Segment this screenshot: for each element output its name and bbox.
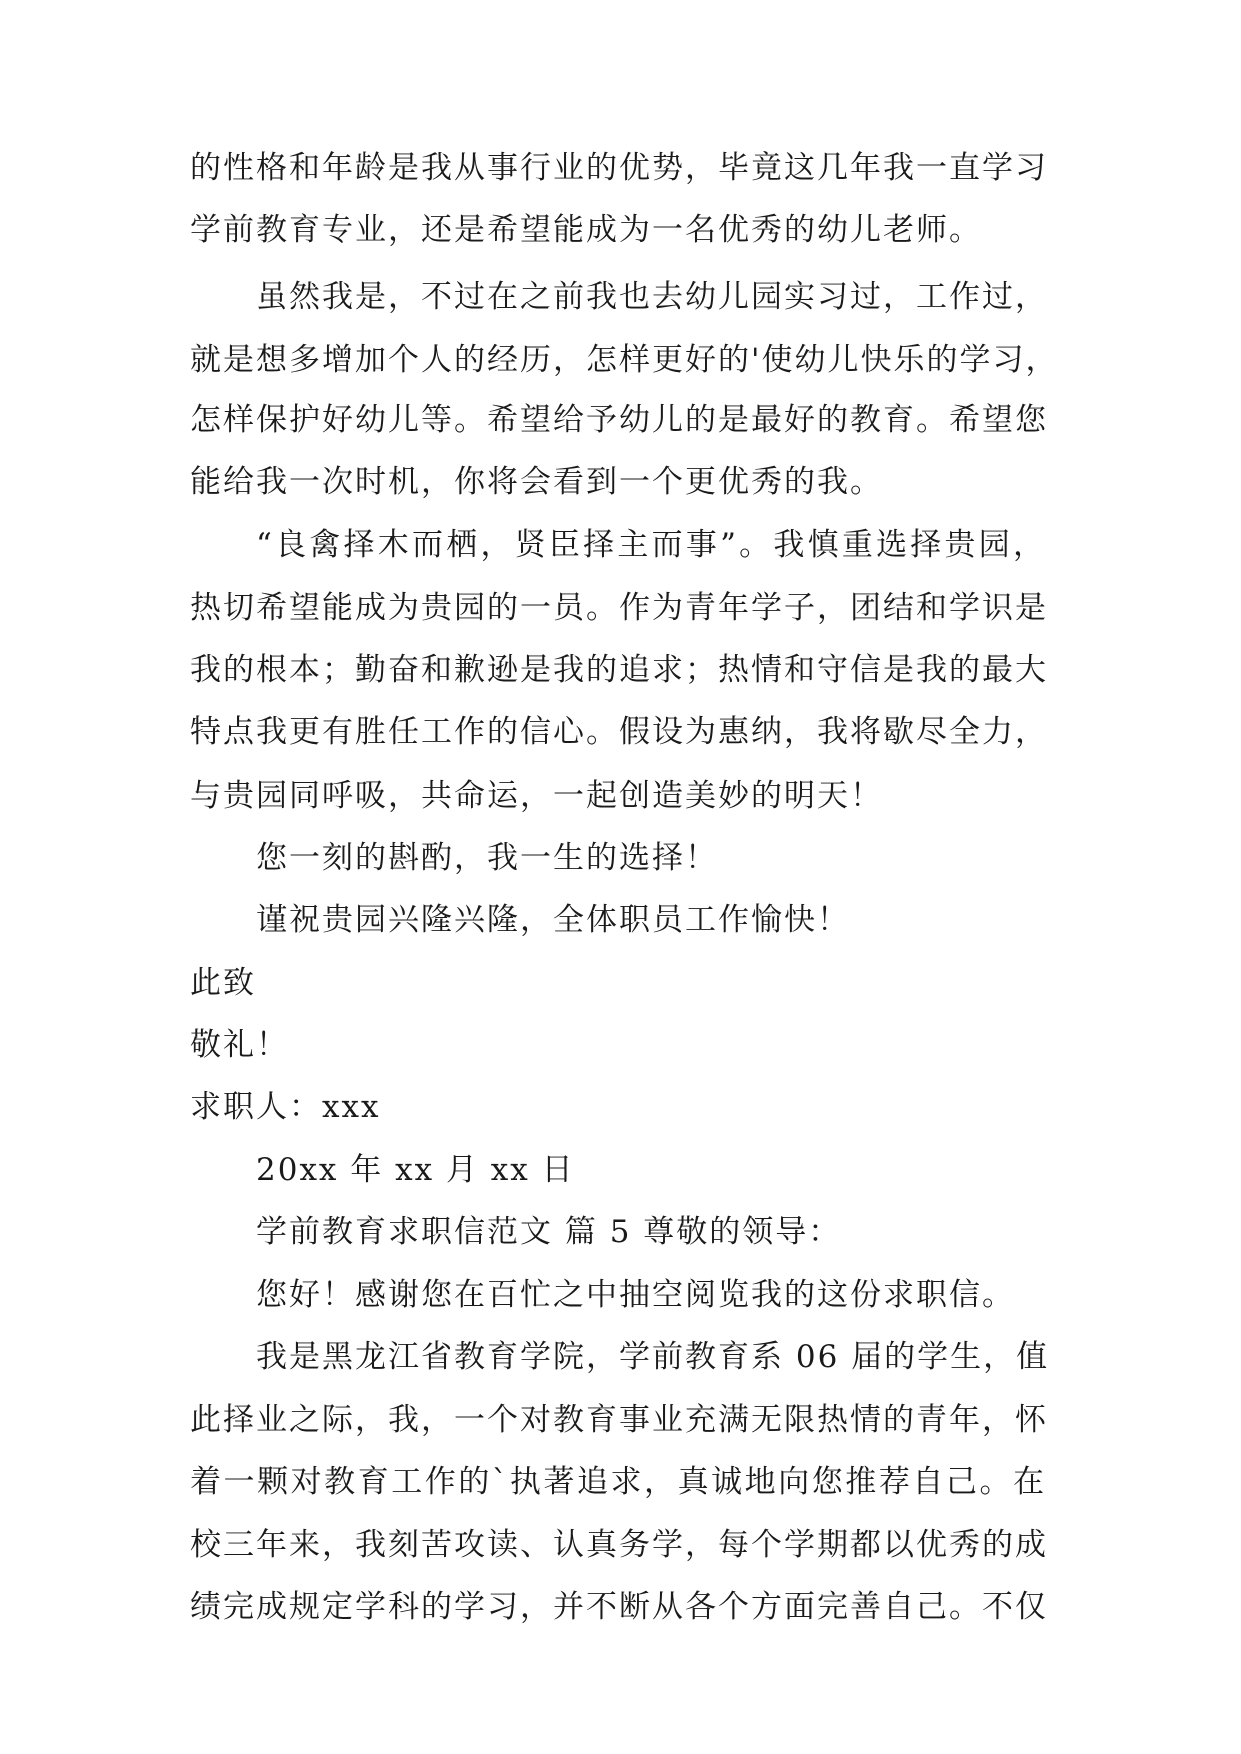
text-line-5: 怎样保护好幼儿等。希望给予幼儿的是最好的教育。希望您 bbox=[190, 402, 1048, 438]
text-line-6: 能给我一次时机，你将会看到一个更优秀的我。 bbox=[190, 464, 883, 500]
text-line-22: 着一颗对教育工作的`执著追求，真诚地向您推荐自己。在 bbox=[190, 1464, 1046, 1500]
text-line-11: 与贵园同呼吸，共命运，一起创造美妙的明天！ bbox=[190, 778, 883, 814]
text-line-8: 热切希望能成为贵园的一员。作为青年学子，团结和学识是 bbox=[190, 590, 1048, 626]
text-line-7: “良禽择木而栖，贤臣择主而事”。我慎重选择贵园， bbox=[256, 527, 1046, 563]
text-line-20: 我是黑龙江省教育学院，学前教育系 06 届的学生，值 bbox=[256, 1339, 1050, 1375]
text-line-24: 绩完成规定学科的学习，并不断从各个方面完善自己。不仅 bbox=[190, 1589, 1048, 1625]
applicant-signature: 求职人：xxx bbox=[190, 1089, 381, 1125]
closing-regards: 敬礼！ bbox=[190, 1027, 289, 1063]
text-line-13: 谨祝贵园兴隆兴隆，全体职员工作愉快！ bbox=[256, 902, 850, 938]
section-heading: 学前教育求职信范文 篇 5 尊敬的领导： bbox=[256, 1214, 842, 1250]
text-line-19: 您好！感谢您在百忙之中抽空阅览我的这份求职信。 bbox=[256, 1277, 1015, 1313]
text-line-23: 校三年来，我刻苦攻读、认真务学，每个学期都以优秀的成 bbox=[190, 1527, 1048, 1563]
text-line-3: 虽然我是，不过在之前我也去幼儿园实习过，工作过， bbox=[256, 279, 1048, 315]
text-line-10: 特点我更有胜任工作的信心。假设为惠纳，我将歇尽全力， bbox=[190, 714, 1048, 750]
text-line-4: 就是想多增加个人的经历，怎样更好的'使幼儿快乐的学习， bbox=[190, 342, 1059, 378]
letter-date: 20xx 年 xx 月 xx 日 bbox=[256, 1152, 575, 1188]
text-line-9: 我的根本；勤奋和歉逊是我的追求；热情和守信是我的最大 bbox=[190, 652, 1048, 688]
text-line-21: 此择业之际，我，一个对教育事业充满无限热情的青年，怀 bbox=[190, 1402, 1048, 1438]
closing-salutation: 此致 bbox=[190, 965, 256, 1001]
text-line-12: 您一刻的斟酌，我一生的选择！ bbox=[256, 840, 718, 876]
text-line-1: 的性格和年龄是我从事行业的优势，毕竟这几年我一直学习 bbox=[190, 150, 1048, 186]
text-line-2: 学前教育专业，还是希望能成为一名优秀的幼儿老师。 bbox=[190, 212, 982, 248]
